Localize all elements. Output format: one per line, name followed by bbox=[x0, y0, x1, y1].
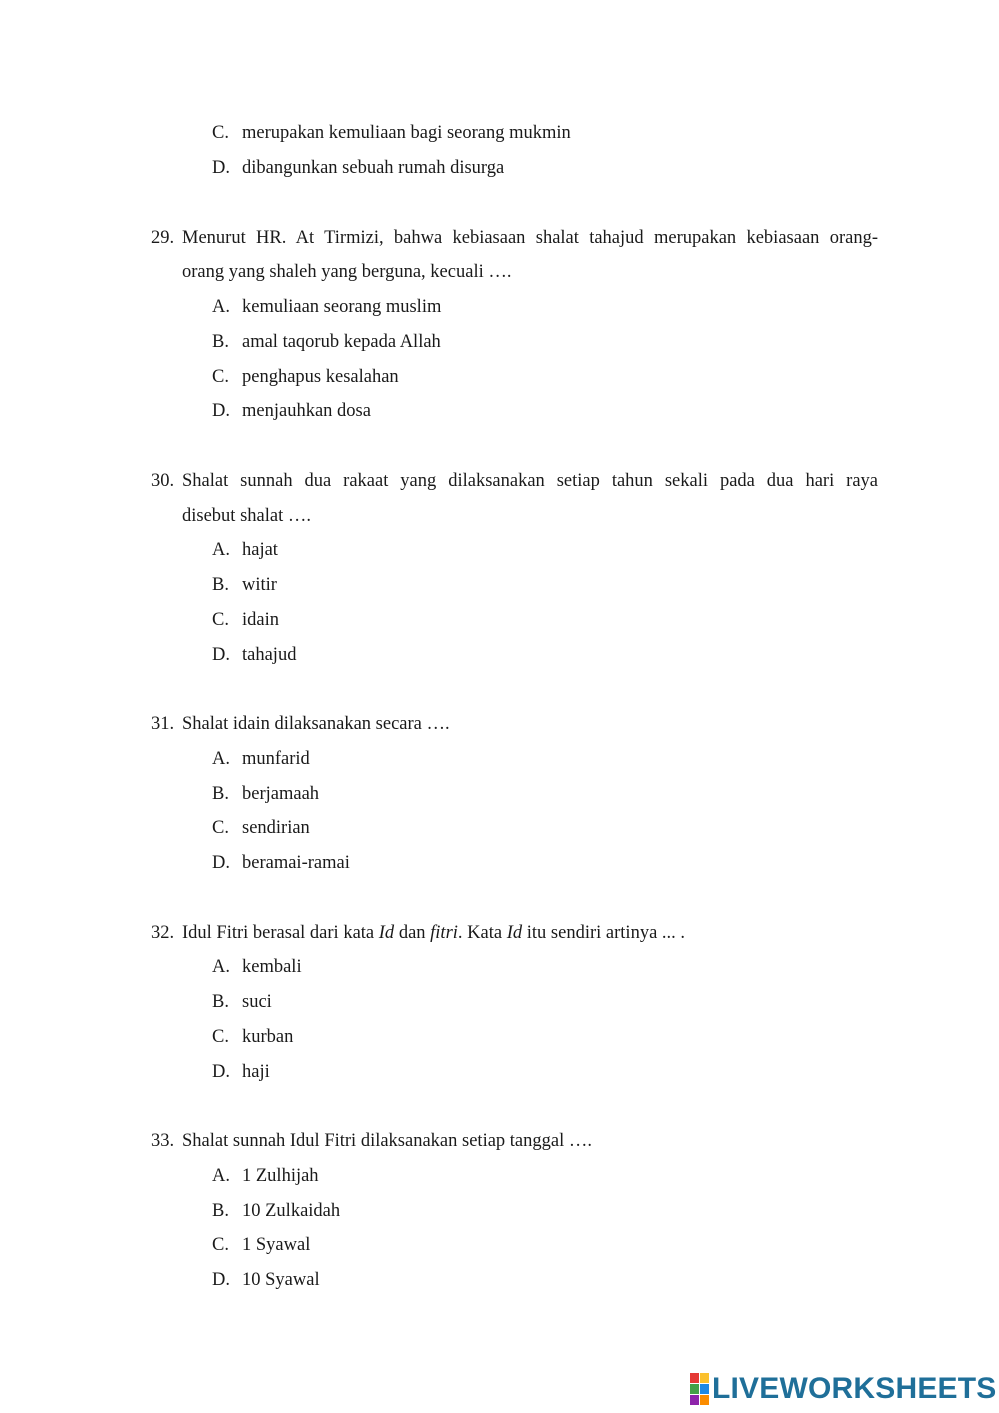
option-text: sendirian bbox=[242, 818, 310, 838]
option-letter: A. bbox=[212, 540, 230, 560]
option-text: hajat bbox=[242, 540, 278, 560]
option-letter: C. bbox=[212, 367, 229, 387]
logo-text: LIVEWORKSHEETS bbox=[712, 1372, 997, 1405]
option-letter: A. bbox=[212, 957, 230, 977]
logo-tile bbox=[700, 1395, 709, 1405]
question-text-italic: Id bbox=[378, 923, 395, 943]
option-letter: D. bbox=[212, 853, 230, 873]
option-letter: B. bbox=[212, 784, 229, 804]
question-number: 32. bbox=[151, 923, 175, 943]
option-letter: B. bbox=[212, 575, 229, 595]
question-text-part: . Kata bbox=[457, 923, 507, 943]
option-letter: C. bbox=[212, 123, 229, 143]
option-text: beramai-ramai bbox=[242, 853, 350, 873]
liveworksheets-logo bbox=[690, 1372, 997, 1406]
option-text: 1 Zulhijah bbox=[242, 1166, 319, 1186]
question-text-line-1: Shalat sunnah dua rakaat yang dilaksanakan setiap tahun sekali pada dua hari raya bbox=[182, 471, 878, 491]
option-letter: D. bbox=[212, 1062, 230, 1082]
option-text: 10 Zulkaidah bbox=[242, 1201, 341, 1221]
question-number: 31. bbox=[151, 714, 175, 734]
option-text: amal taqorub kepada Allah bbox=[242, 332, 441, 352]
option-letter: A. bbox=[212, 749, 230, 769]
option-text: berjamaah bbox=[242, 784, 320, 804]
option-text: 1 Syawal bbox=[242, 1235, 311, 1255]
logo-tile bbox=[690, 1384, 699, 1394]
question-number: 30. bbox=[151, 471, 175, 491]
option-letter: D. bbox=[212, 645, 230, 665]
option-letter: B. bbox=[212, 332, 229, 352]
option-text: penghapus kesalahan bbox=[242, 367, 399, 387]
option-text: kembali bbox=[242, 957, 302, 977]
option-letter: D. bbox=[212, 401, 230, 421]
logo-tiles-icon bbox=[690, 1373, 709, 1405]
question-text-line-1: Shalat sunnah Idul Fitri dilaksanakan setiap tanggal …. bbox=[182, 1131, 592, 1151]
logo-tile bbox=[690, 1395, 699, 1405]
question-number: 33. bbox=[151, 1131, 175, 1151]
option-text: kemuliaan seorang muslim bbox=[242, 297, 442, 317]
question-text-line-2: orang yang shaleh yang berguna, kecuali …. bbox=[182, 262, 512, 282]
question-text-line-2: disebut shalat …. bbox=[182, 506, 311, 526]
option-text: suci bbox=[242, 992, 272, 1012]
option-text: merupakan kemuliaan bagi seorang mukmin bbox=[242, 123, 571, 143]
option-letter: B. bbox=[212, 992, 229, 1012]
option-letter: D. bbox=[212, 1270, 230, 1290]
question-text-line-1: Menurut HR. At Tirmizi, bahwa kebiasaan shalat tahajud merupakan kebiasaan orang- bbox=[182, 228, 878, 248]
option-letter: B. bbox=[212, 1201, 229, 1221]
option-text: witir bbox=[242, 575, 277, 595]
question-text-part: itu sendiri artinya ... . bbox=[522, 923, 686, 943]
option-text: tahajud bbox=[242, 645, 297, 665]
option-text: munfarid bbox=[242, 749, 310, 769]
option-letter: D. bbox=[212, 158, 230, 178]
option-letter: C. bbox=[212, 1235, 229, 1255]
question-text-part: Idul Fitri berasal dari kata bbox=[182, 923, 379, 943]
question-text-line-1: Shalat idain dilaksanakan secara …. bbox=[182, 714, 450, 734]
option-text: idain bbox=[242, 610, 279, 630]
question-number: 29. bbox=[151, 228, 175, 248]
option-text: dibangunkan sebuah rumah disurga bbox=[242, 158, 505, 178]
option-letter: C. bbox=[212, 610, 229, 630]
option-letter: A. bbox=[212, 297, 230, 317]
option-letter: C. bbox=[212, 818, 229, 838]
logo-tile bbox=[690, 1373, 699, 1383]
question-text-italic: Id bbox=[506, 923, 523, 943]
option-text: menjauhkan dosa bbox=[242, 401, 371, 421]
option-letter: C. bbox=[212, 1027, 229, 1047]
question-text-italic: fitri bbox=[430, 923, 458, 943]
option-text: kurban bbox=[242, 1027, 294, 1047]
option-text: haji bbox=[242, 1062, 270, 1082]
option-text: 10 Syawal bbox=[242, 1270, 320, 1290]
logo-tile bbox=[700, 1373, 709, 1383]
option-letter: A. bbox=[212, 1166, 230, 1186]
logo-tile bbox=[700, 1384, 709, 1394]
question-text-line-1 bbox=[182, 921, 685, 945]
question-text-part: dan bbox=[394, 923, 431, 943]
